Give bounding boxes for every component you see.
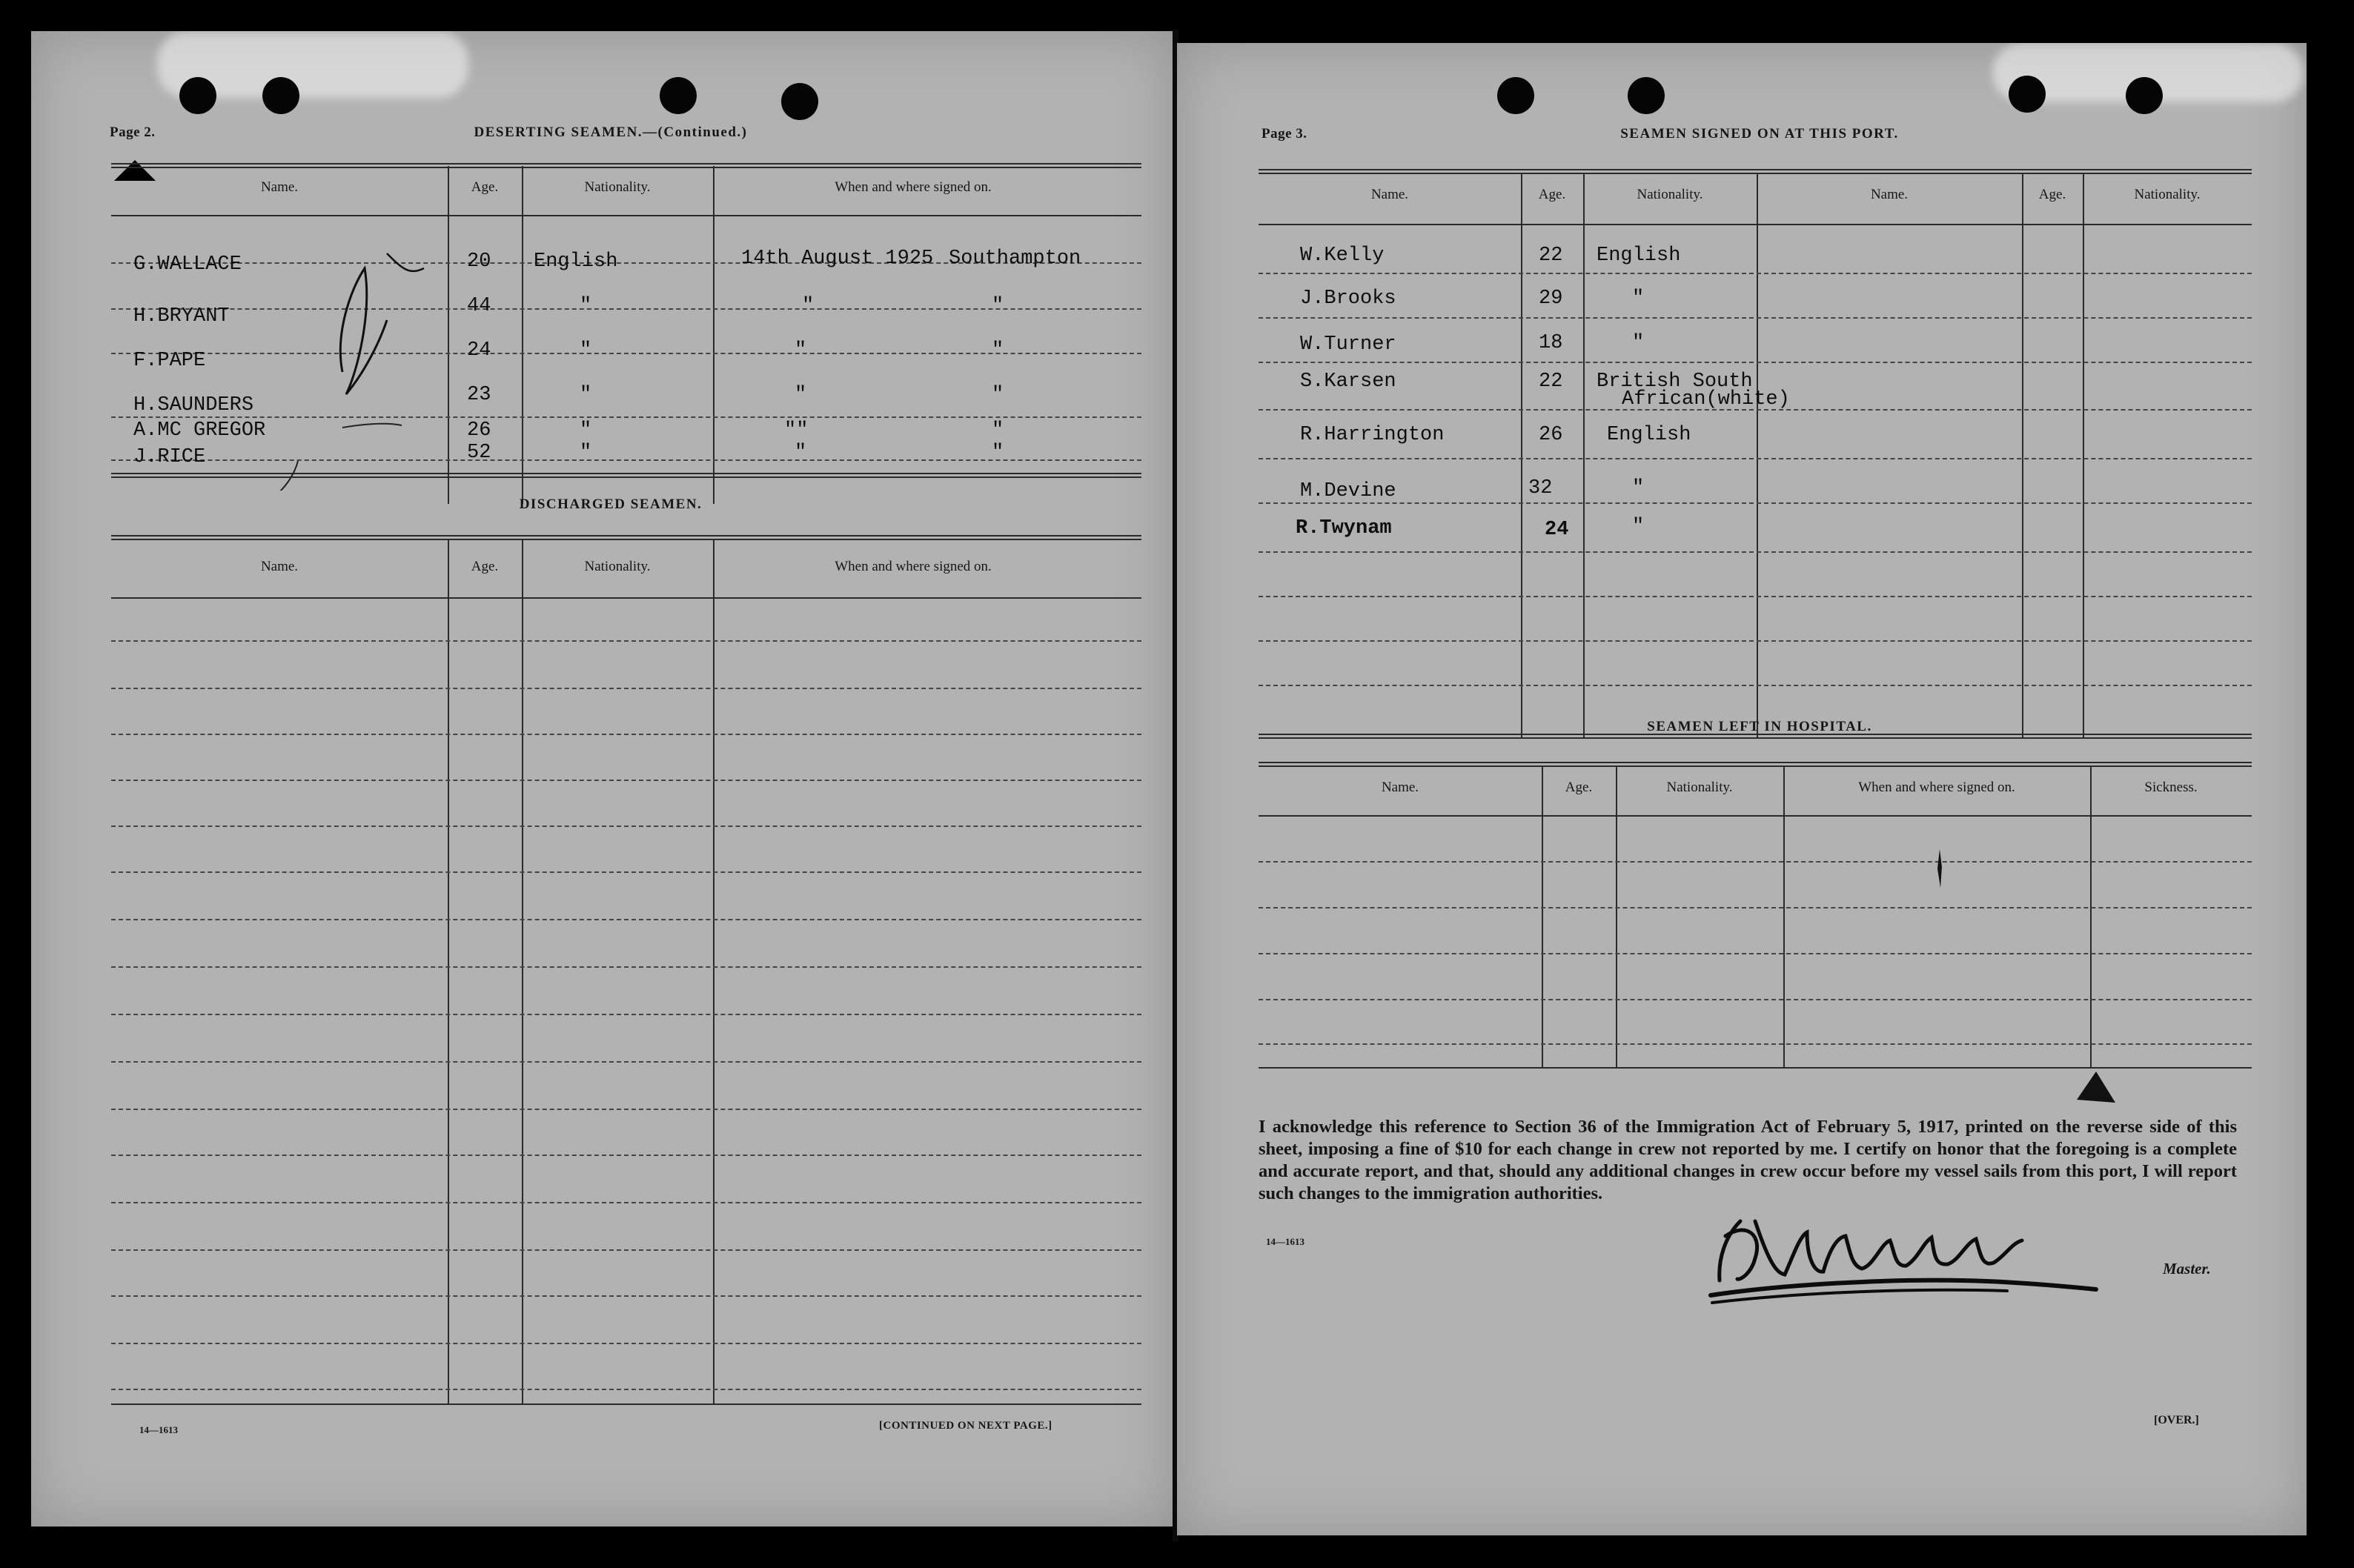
- col-header-name: Name.: [1381, 780, 1419, 795]
- seaman-name: J.RICE: [133, 446, 206, 468]
- seaman-name: J.Brooks: [1300, 288, 1396, 310]
- header-rule: [1259, 815, 2252, 817]
- page-number: Page 3.: [1261, 126, 1307, 142]
- row-rule: [111, 1061, 1141, 1063]
- seaman-nationality: ": [1632, 477, 1645, 499]
- row-rule: [1259, 502, 2252, 504]
- signed-on-date: ": [795, 384, 807, 406]
- row-rule: [111, 688, 1141, 689]
- header-rule: [111, 597, 1141, 599]
- col-divider: [2083, 173, 2084, 738]
- col-divider: [2090, 766, 2092, 1067]
- binder-hole: [1497, 77, 1534, 114]
- row-rule: [1259, 273, 2252, 274]
- acknowledgement-text: I acknowledge this reference to Section 36 of the Immigration Act of February 5, 1917, printed on the reverse side of this sheet, imposing a fine of $10 for each change in crew not reported by me. I certify on honor that the foregoing is a complete and accurate report, and that, should any additional changes in crew occur before my vessel sails from this port, I will report such changes to the immigration authorities.: [1259, 1117, 2237, 1203]
- seaman-age: 23: [467, 384, 491, 406]
- col-divider: [2022, 173, 2023, 738]
- row-rule: [111, 1249, 1141, 1251]
- row-rule: [1259, 1043, 2252, 1045]
- row-rule: [1259, 362, 2252, 363]
- binder-hole: [1628, 77, 1665, 114]
- binder-hole: [660, 77, 697, 114]
- row-rule: [111, 780, 1141, 781]
- seaman-nationality: ": [1632, 332, 1645, 354]
- discharged-title: DISCHARGED SEAMEN.: [519, 496, 703, 512]
- table-bottom-rule: [1259, 1067, 2252, 1069]
- row-rule: [1259, 640, 2252, 642]
- binder-hole: [2009, 76, 2046, 113]
- row-rule: [1259, 458, 2252, 459]
- seaman-nationality: English: [1597, 245, 1681, 267]
- signed-on-date: 14th August 1925: [741, 248, 934, 270]
- seaman-name: M.Devine: [1300, 480, 1396, 502]
- table-bottom-rule: [111, 1403, 1141, 1405]
- page-number: Page 2.: [110, 124, 156, 140]
- seaman-name: S.Karsen: [1300, 371, 1396, 393]
- over-note: [OVER.]: [2154, 1414, 2199, 1426]
- col-divider: [1757, 173, 1758, 738]
- seaman-age: 26: [467, 419, 491, 442]
- row-rule: [1259, 551, 2252, 553]
- seaman-name: H.BRYANT: [133, 305, 230, 328]
- row-rule: [111, 1343, 1141, 1344]
- form-number: 14—1613: [1266, 1236, 1304, 1247]
- row-rule: [111, 640, 1141, 642]
- row-rule: [1259, 596, 2252, 597]
- ink-mark: [2074, 1070, 2118, 1106]
- col-divider: [713, 539, 715, 1403]
- table-top-rule: [1259, 762, 2252, 767]
- seaman-name: W.Turner: [1300, 333, 1396, 356]
- col-header-name: Name.: [260, 559, 299, 574]
- seaman-nationality: ": [1632, 516, 1645, 538]
- table-top-rule: [111, 163, 1141, 168]
- signed-on-title: SEAMEN SIGNED ON AT THIS PORT.: [1620, 126, 1899, 142]
- binder-hole: [179, 77, 216, 114]
- seaman-age: 18: [1539, 332, 1563, 354]
- seaman-age: 20: [467, 250, 491, 273]
- seaman-age: 52: [467, 442, 491, 464]
- hospital-title: SEAMEN LEFT IN HOSPITAL.: [1647, 719, 1872, 734]
- col-header-age: Age.: [1565, 780, 1593, 795]
- col-divider: [448, 539, 449, 1403]
- row-rule: [1259, 317, 2252, 319]
- seaman-age: 24: [1545, 519, 1569, 541]
- col-divider: [1583, 173, 1585, 738]
- row-rule: [111, 1109, 1141, 1110]
- seaman-name: R.Twynam: [1296, 517, 1392, 539]
- col-divider: [1542, 766, 1543, 1067]
- row-rule: [111, 1202, 1141, 1203]
- row-rule: [1259, 999, 2252, 1000]
- col-header-sickness: Sickness.: [2144, 780, 2198, 795]
- row-rule: [111, 966, 1141, 968]
- col-divider: [448, 166, 449, 504]
- seaman-name: H.SAUNDERS: [133, 394, 254, 416]
- page-3-sheet: [1177, 43, 2307, 1535]
- seaman-name: W.Kelly: [1300, 245, 1385, 267]
- col-header-age: Age.: [1538, 187, 1566, 202]
- table-top-rule: [1259, 169, 2252, 174]
- seaman-nationality: English: [534, 250, 618, 273]
- row-rule: [111, 1014, 1141, 1015]
- row-rule: [111, 734, 1141, 735]
- signed-on-date: ": [795, 339, 807, 362]
- seaman-nationality: ": [580, 339, 592, 362]
- continued-note: [CONTINUED ON NEXT PAGE.]: [879, 1420, 1052, 1432]
- seaman-age: 22: [1539, 371, 1563, 393]
- seaman-nationality: ": [580, 384, 592, 406]
- seaman-nationality-cont: African(white): [1622, 388, 1790, 411]
- row-rule: [111, 919, 1141, 920]
- seaman-age: 29: [1539, 288, 1563, 310]
- col-divider: [522, 166, 523, 504]
- col-header-signed-on: When and where signed on.: [835, 179, 992, 195]
- row-rule: [111, 1155, 1141, 1156]
- seaman-nationality: ": [1632, 288, 1645, 310]
- seaman-age: 32: [1528, 477, 1553, 499]
- col-header-name: Name.: [1370, 187, 1409, 202]
- col-divider: [713, 166, 715, 504]
- col-header-signed-on: When and where signed on.: [1858, 780, 2015, 795]
- col-header-nationality: Nationality.: [1666, 780, 1733, 795]
- pen-marks: [253, 224, 446, 491]
- header-rule: [111, 215, 1141, 216]
- row-rule: [1259, 685, 2252, 686]
- col-header-age: Age.: [471, 179, 499, 195]
- seaman-nationality: ": [580, 295, 592, 317]
- row-rule: [1259, 953, 2252, 954]
- binder-hole: [262, 77, 299, 114]
- signed-on-place: Southampton: [949, 248, 1081, 270]
- col-header-age-2: Age.: [2038, 187, 2066, 202]
- col-header-nationality-2: Nationality.: [2134, 187, 2201, 202]
- seaman-name: A.MC GREGOR: [133, 419, 266, 442]
- seaman-nationality: ": [580, 419, 592, 442]
- col-header-name-2: Name.: [1870, 187, 1909, 202]
- signed-on-date: ": [802, 295, 815, 317]
- seaman-age: 24: [467, 339, 491, 362]
- signed-on-date: ": [795, 442, 807, 464]
- row-rule: [111, 825, 1141, 827]
- master-signature: [1696, 1192, 2126, 1318]
- col-header-nationality: Nationality.: [584, 179, 651, 195]
- form-number: 14—1613: [139, 1424, 178, 1435]
- header-rule: [1259, 224, 2252, 225]
- signed-on-place: ": [992, 419, 1004, 442]
- seaman-age: 26: [1539, 424, 1563, 446]
- binder-hole: [2126, 77, 2163, 114]
- row-rule: [1259, 861, 2252, 863]
- col-divider: [522, 539, 523, 1403]
- seaman-name: F.PAPE: [133, 350, 206, 372]
- col-header-signed-on: When and where signed on.: [835, 559, 992, 574]
- signed-on-date: "": [784, 419, 809, 442]
- col-divider: [1616, 766, 1617, 1067]
- col-header-age: Age.: [471, 559, 499, 574]
- col-header-name: Name.: [260, 179, 299, 195]
- seaman-nationality: English: [1607, 424, 1691, 446]
- master-label: Master.: [2163, 1260, 2211, 1278]
- row-rule: [111, 871, 1141, 873]
- seaman-nationality: British South: [1597, 371, 1753, 393]
- col-header-nationality: Nationality.: [584, 559, 651, 574]
- ink-mark: [1933, 848, 1948, 889]
- seaman-age: 22: [1539, 245, 1563, 267]
- seaman-nationality: ": [580, 442, 592, 464]
- row-rule: [111, 1389, 1141, 1390]
- signed-on-place: ": [992, 295, 1004, 317]
- row-rule: [111, 1295, 1141, 1297]
- row-rule: [1259, 907, 2252, 908]
- col-divider: [1783, 766, 1785, 1067]
- col-header-nationality: Nationality.: [1637, 187, 1703, 202]
- seaman-name: G.WALLACE: [133, 253, 242, 276]
- corner-marker-icon: [114, 159, 156, 182]
- seaman-name: R.Harrington: [1300, 424, 1445, 446]
- signed-on-place: ": [992, 339, 1004, 362]
- deserting-title: DESERTING SEAMEN.—(Continued.): [474, 124, 748, 140]
- seaman-age: 44: [467, 295, 491, 317]
- col-divider: [1521, 173, 1522, 738]
- page-2-sheet: [31, 31, 1173, 1527]
- signed-on-place: ": [992, 384, 1004, 406]
- table-top-rule: [111, 535, 1141, 540]
- signed-on-place: ": [992, 442, 1004, 464]
- binder-hole: [781, 83, 818, 120]
